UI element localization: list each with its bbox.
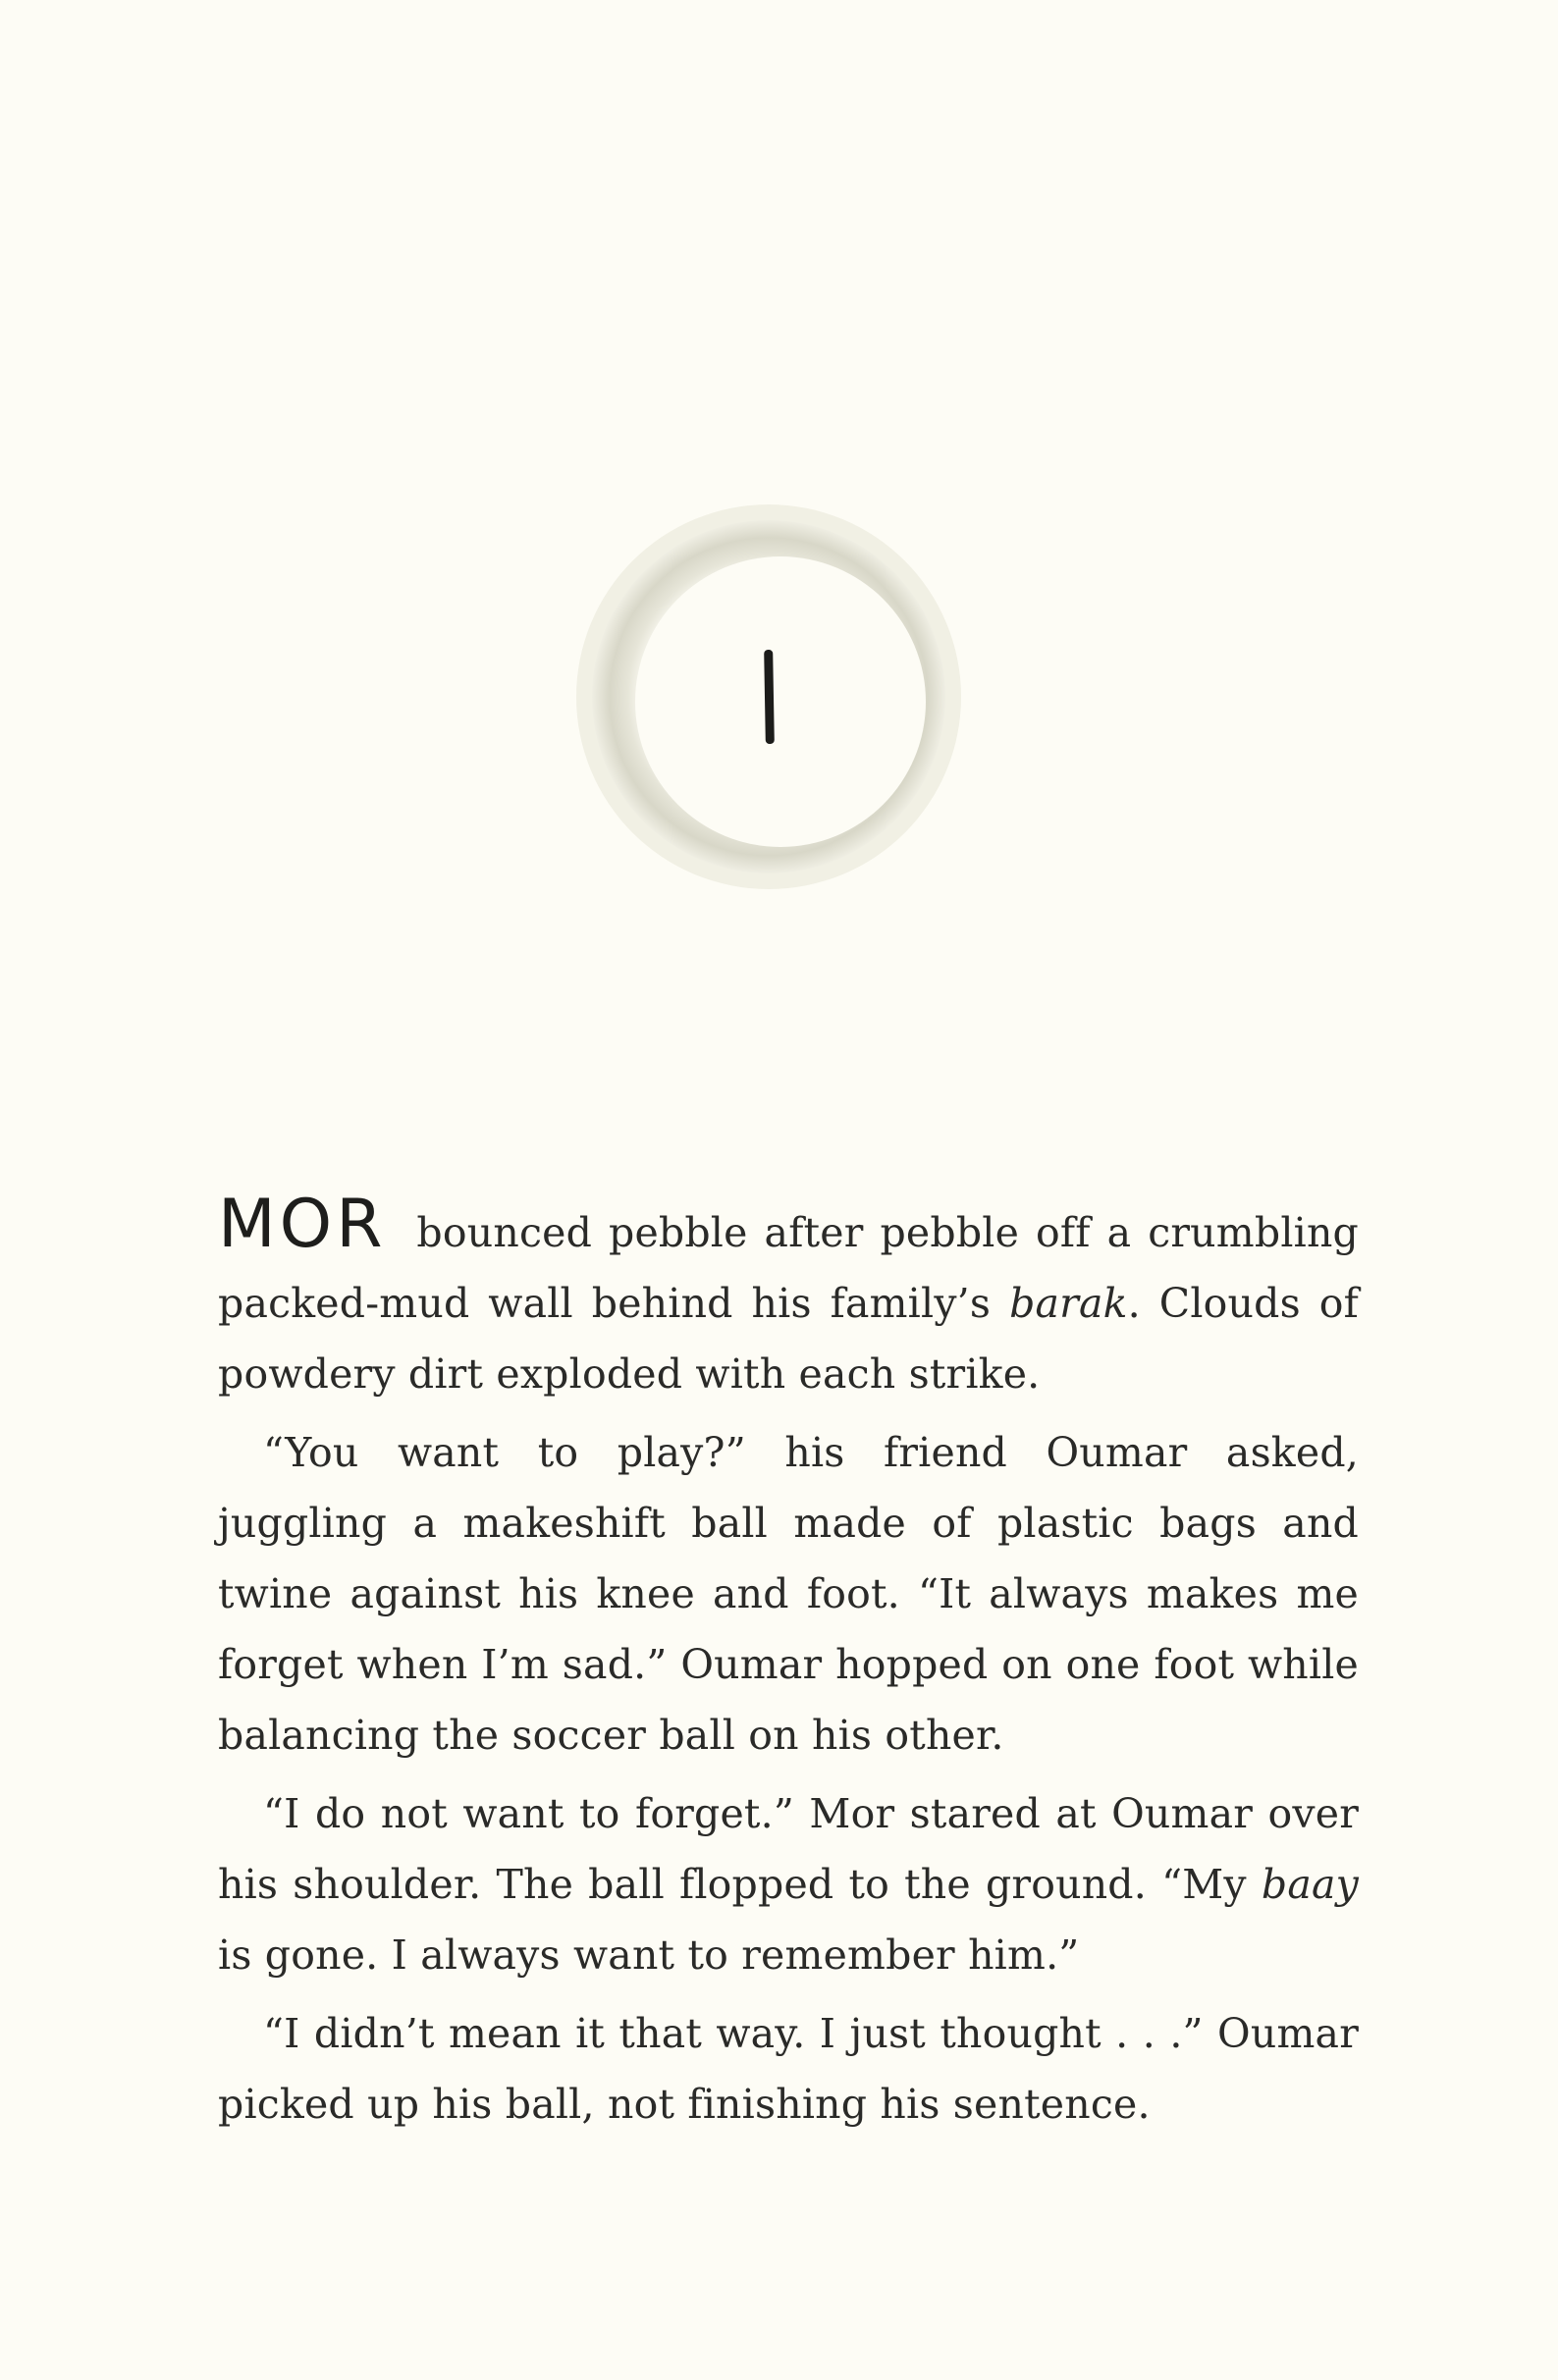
paragraph-1 <box>218 1186 1359 1409</box>
chapter-number-badge <box>572 501 965 893</box>
text-run: . Clouds of powdery dirt exploded with each strike. <box>218 1280 1359 1398</box>
paragraph-2 <box>218 1417 1359 1771</box>
italic-term: barak <box>1009 1280 1128 1327</box>
text-run: bounced pebble after pebble off a crumbling packed-mud wall behind his family’s <box>218 1209 1359 1327</box>
text-run: is gone. I always want to remember him.” <box>218 1931 1080 1979</box>
text-run: “I do not want to forget.” Mor stared at Oumar over his shoulder. The ball flopped to the ground. “My <box>218 1790 1359 1908</box>
paragraph-4 <box>218 1998 1359 2140</box>
text-run: “I didn’t mean it that way. I just thought . . .” Oumar picked up his ball, not finishing his sentence. <box>218 2010 1359 2128</box>
paragraph-3 <box>218 1778 1359 1990</box>
italic-term: baay <box>1261 1861 1359 1908</box>
chapter-number <box>572 501 965 893</box>
chapter-number-glyph <box>764 650 775 744</box>
text-run: “You want to play?” his friend Oumar asked, juggling a makeshift ball made of plastic bags and twine against his knee and foot. “It always makes me forget when I’m sad.” Oumar hopped on one foot while balancing the soccer ball on his other. <box>218 1429 1359 1759</box>
chapter-body <box>218 1186 1359 2140</box>
opening-word: MOR <box>218 1186 387 1263</box>
